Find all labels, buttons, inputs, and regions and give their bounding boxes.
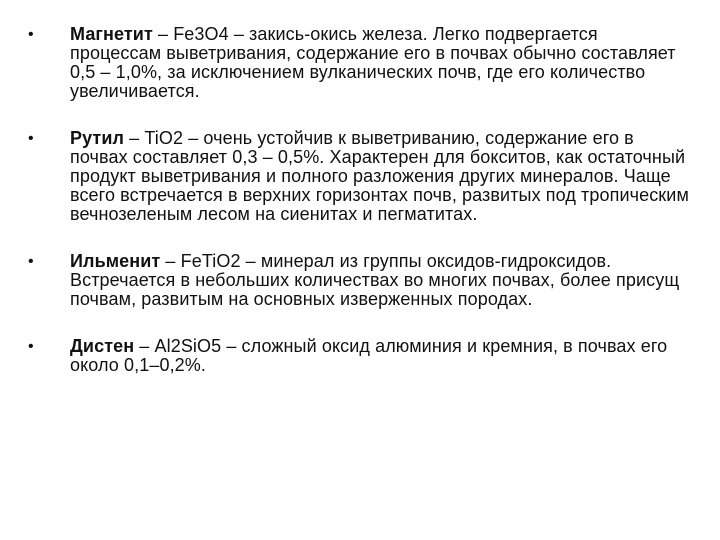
bullet-icon: • bbox=[28, 253, 34, 270]
description-ilmenite: – FeTiO2 – минерал из группы оксидов-гидроксидов. Встречается в небольших количествах во многих почвах, более присущ почвам, развитым на основных изверженных породах. bbox=[70, 251, 680, 309]
description-disthene: – Al2SiO5 – сложный оксид алюминия и кремния, в почвах его около 0,1–0,2%. bbox=[70, 336, 668, 375]
mineral-bullet-list bbox=[28, 25, 692, 375]
bullet-icon: • bbox=[28, 130, 34, 147]
term-ilmenite: Ильменит bbox=[70, 251, 161, 271]
bullet-icon: • bbox=[28, 26, 34, 43]
term-magnetite: Магнетит bbox=[70, 24, 153, 44]
list-item-disthene bbox=[28, 337, 692, 375]
description-magnetite: – Fe3O4 – закись-окись железа. Легко подвергается процессам выветривания, содержание его в почвах обычно составляет 0,5 – 1,0%, за исключением вулканических почв, где его количество увеличивается. bbox=[70, 24, 676, 101]
term-rutile: Рутил bbox=[70, 128, 125, 148]
list-item-rutile bbox=[28, 129, 692, 224]
description-rutile: – TiO2 – очень устойчив к выветриванию, содержание его в почвах составляет 0,3 – 0,5%. Характерен для бокситов, как остаточный продукт выветривания и полного разложения других минералов. Чаще всего встречается в верхних горизонтах почв, развитых под тропическим вечнозеленым лесом на сиенитах и пегматитах. bbox=[70, 128, 689, 224]
term-disthene: Дистен bbox=[70, 336, 135, 356]
list-item-magnetite bbox=[28, 25, 692, 101]
list-item-ilmenite bbox=[28, 252, 692, 309]
bullet-icon: • bbox=[28, 338, 34, 355]
